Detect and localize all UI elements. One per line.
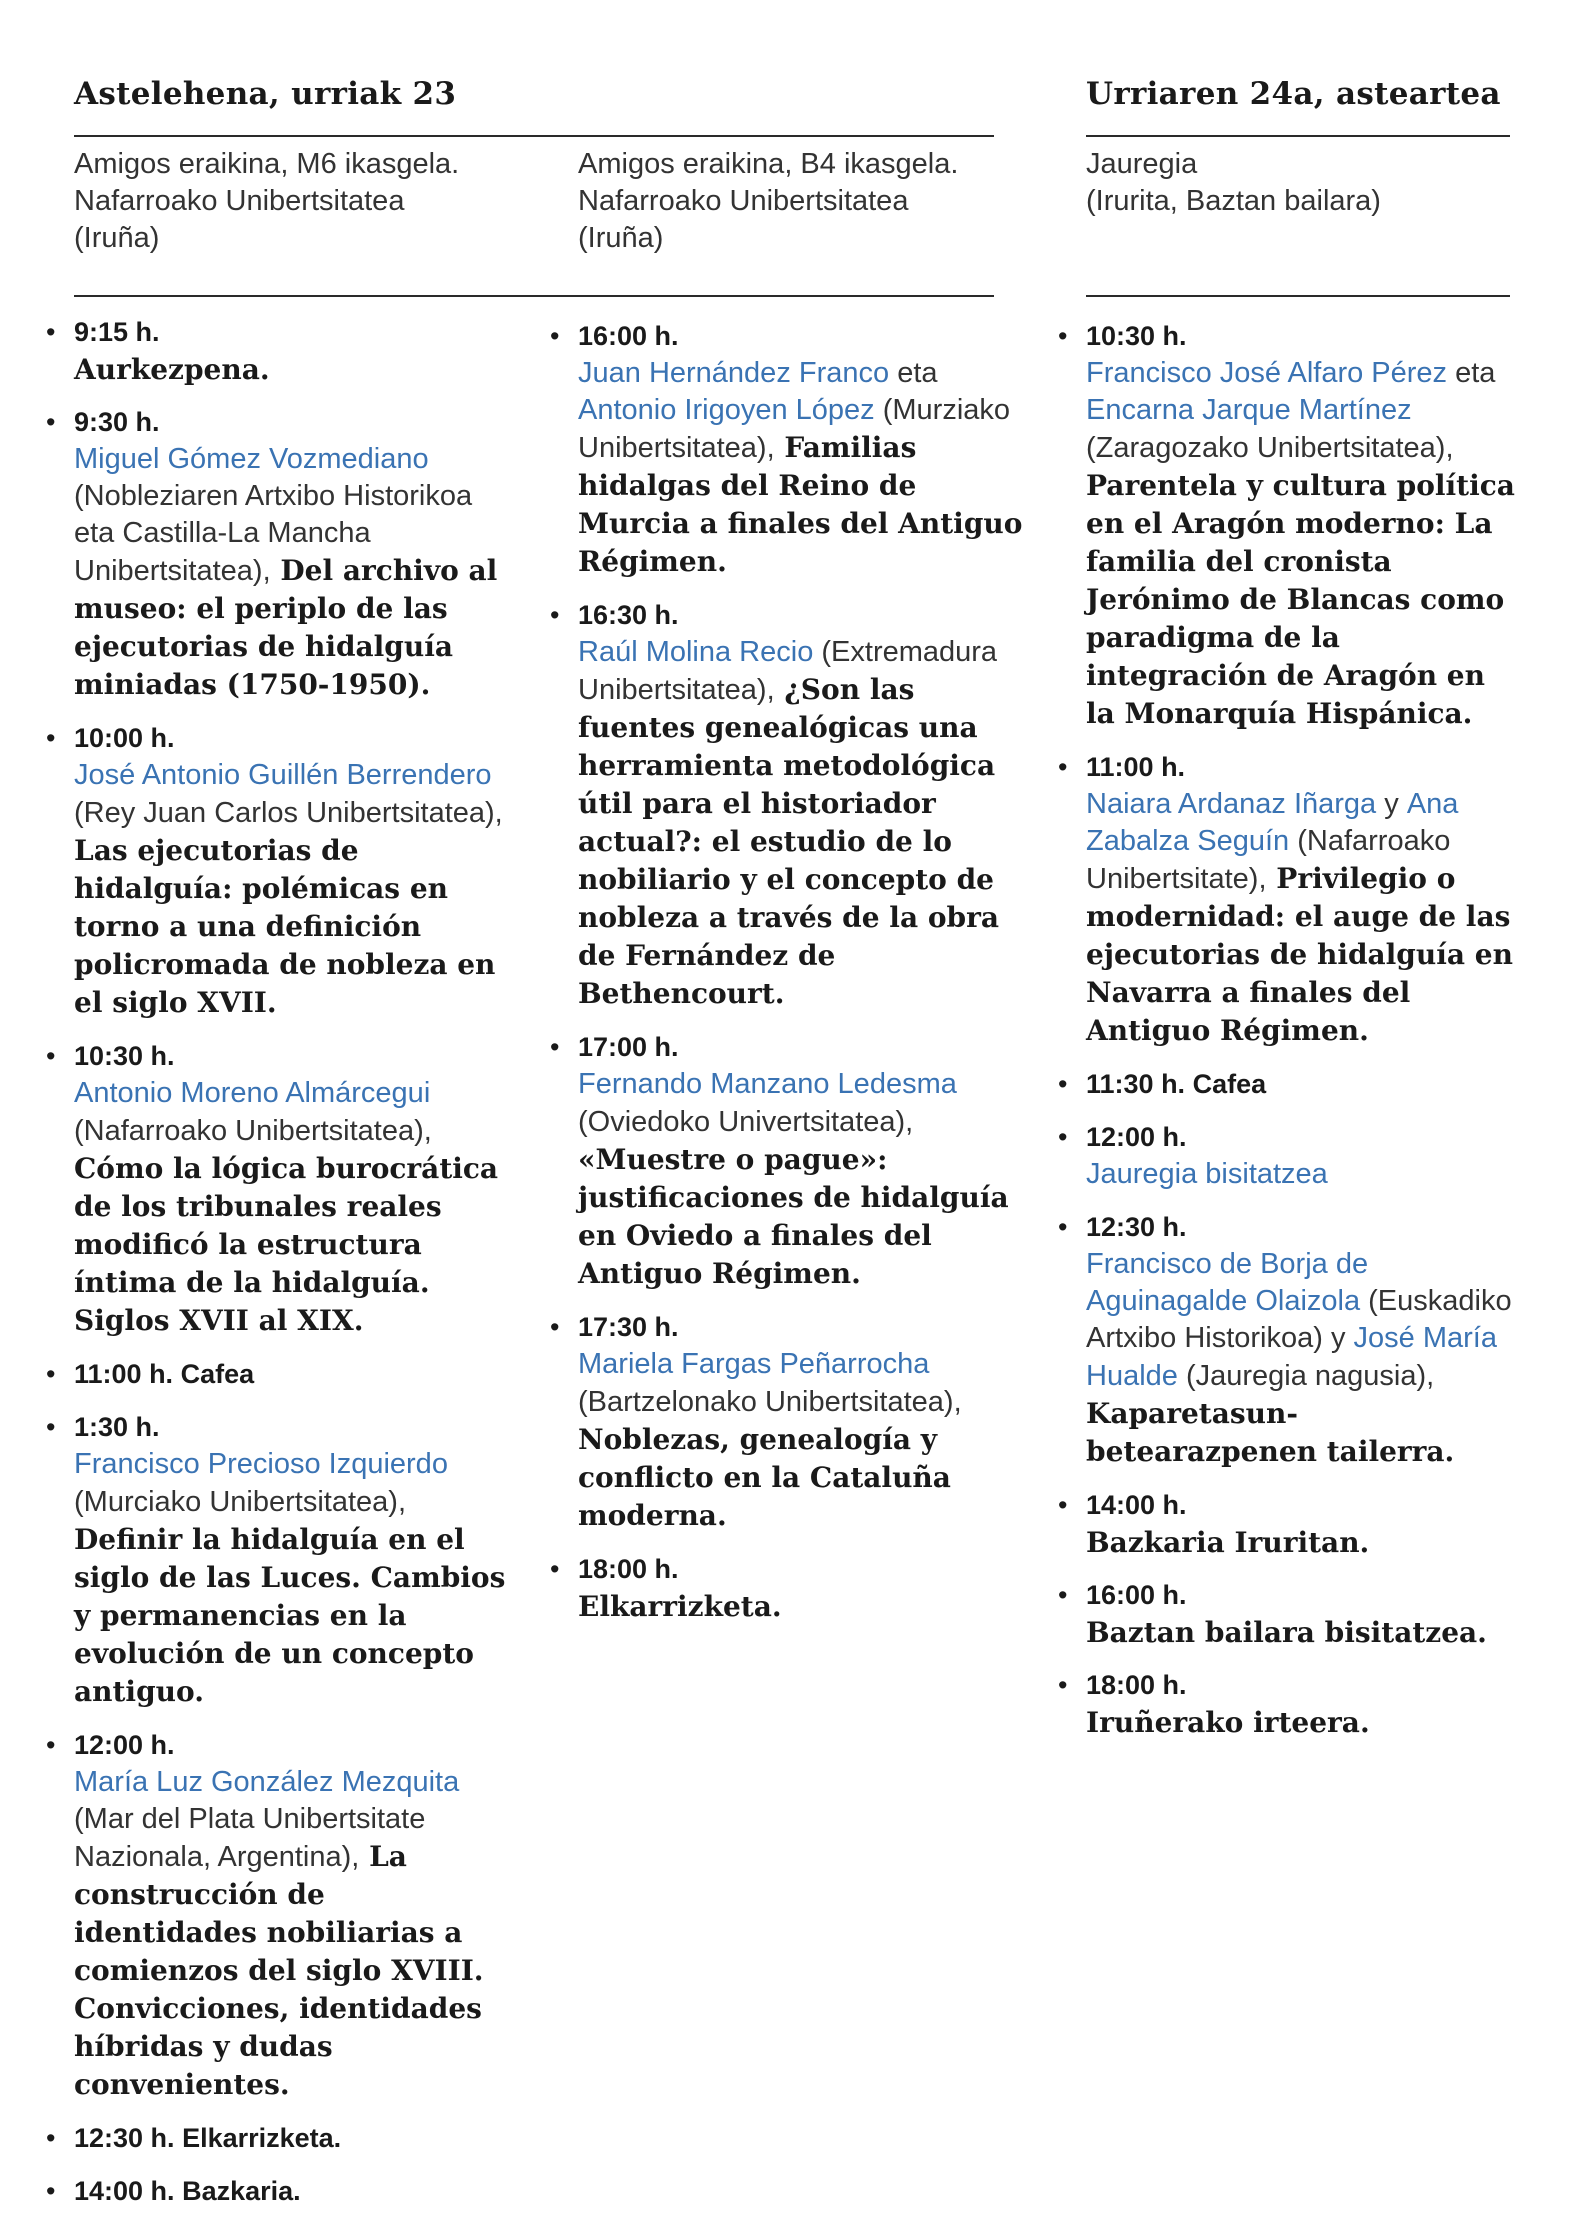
session-label: Baztan bailara bisitatzea. xyxy=(1086,1616,1487,1649)
venue-divider xyxy=(74,295,994,297)
speaker-name: Ana Zabalza Seguín xyxy=(1086,788,1459,857)
session-time: • 11:00 h. xyxy=(1086,752,1186,782)
talk-title: Kaparetasun-betearazpenen tailerra. xyxy=(1086,1397,1455,1468)
speaker-name: Antonio Irigoyen López xyxy=(578,394,875,426)
speaker-connector: eta xyxy=(889,357,938,389)
speaker-name: Naiara Ardanaz Iñarga xyxy=(1086,788,1377,820)
session-label: Bazkaria. xyxy=(174,2176,301,2206)
session-label: Elkarrizketa. xyxy=(174,2123,342,2153)
speaker-affiliation: (Rey Juan Carlos Unibertsitatea), xyxy=(74,797,503,829)
speaker-name: Jauregia bisitatzea xyxy=(1086,1158,1328,1190)
schedule-item xyxy=(74,404,514,704)
session-time: • 12:00 h. xyxy=(74,1730,175,1760)
schedule-item xyxy=(1086,1667,1518,1741)
schedule-item xyxy=(74,1727,514,2104)
session-time: 11:00 h. xyxy=(74,1359,174,1389)
speaker-name: Francisco Precioso Izquierdo xyxy=(74,1448,448,1480)
session-time: • 9:30 h. xyxy=(74,407,160,437)
session-time: • 1:30 h. xyxy=(74,1412,160,1442)
session-time: • 10:30 h. xyxy=(74,1041,175,1071)
talk-title: Familias hidalgas del Reino de Murcia a finales del Antiguo Régimen. xyxy=(578,431,1023,578)
session-time: 12:30 h. xyxy=(74,2123,175,2153)
day1-divider xyxy=(74,135,994,137)
schedule-item xyxy=(74,1409,514,1711)
session-label: Bazkaria Iruritan. xyxy=(1086,1526,1370,1559)
session-list xyxy=(74,314,514,2210)
schedule-item xyxy=(74,720,514,1022)
session-time: 14:00 h. xyxy=(74,2176,175,2206)
schedule-col1 xyxy=(74,314,514,2226)
session-list xyxy=(578,318,1026,1625)
session-time: 11:30 h. xyxy=(1086,1069,1186,1099)
session-description xyxy=(74,1764,514,2104)
schedule-col3 xyxy=(1086,318,1518,1757)
talk-title: La construcción de identidades nobiliarias a comienzos del siglo XVIII. Convicciones, identidades híbridas y dudas convenientes. xyxy=(74,1840,484,2101)
speaker-name: Francisco de Borja de Aguinagalde Olaizola xyxy=(1086,1248,1369,1317)
venue-line: (Irurita, Baztan bailara) xyxy=(1086,185,1381,217)
day2-divider xyxy=(1086,135,1510,137)
speaker-affiliation: (Nafarroako Unibertsitate), xyxy=(1086,825,1451,895)
speaker-connector: eta xyxy=(1447,357,1496,389)
schedule-item xyxy=(74,2120,514,2157)
session-description xyxy=(1086,1156,1518,1193)
session-time: • 18:00 h. xyxy=(1086,1670,1187,1700)
session-label: Aurkezpena. xyxy=(74,353,270,386)
session-time: • 12:30 h. xyxy=(1086,1212,1187,1242)
speaker-name: José Antonio Guillén Berrendero xyxy=(74,759,492,791)
session-description xyxy=(578,634,1026,1013)
speaker-affiliation: (Nafarroako Unibertsitatea), xyxy=(74,1115,432,1147)
schedule-item xyxy=(578,1309,1026,1535)
schedule-item xyxy=(578,597,1026,1013)
session-description xyxy=(1086,1246,1518,1471)
speaker-name: María Luz González Mezquita xyxy=(74,1766,460,1798)
speaker-affiliation: (Nobleziaren Artxibo Historikoa eta Castilla-La Mancha Unibertsitatea), xyxy=(74,480,473,587)
session-label: Cafea xyxy=(173,1359,255,1389)
speaker-name: Francisco José Alfaro Pérez xyxy=(1086,357,1448,389)
schedule-item xyxy=(74,1038,514,1340)
session-description xyxy=(74,441,514,704)
speaker-affiliation: (Oviedoko Univertsitatea), xyxy=(578,1106,914,1138)
schedule-item xyxy=(1086,318,1518,733)
speaker-name: Juan Hernández Franco xyxy=(578,357,890,389)
session-time: • 17:30 h. xyxy=(578,1312,679,1342)
session-label: Elkarrizketa. xyxy=(578,1590,782,1623)
schedule-item xyxy=(578,1029,1026,1293)
session-label: Cafea xyxy=(1185,1069,1267,1099)
session-time: • 18:00 h. xyxy=(578,1554,679,1584)
session-description xyxy=(74,1075,514,1340)
talk-title: Noblezas, genealogía y conflicto en la Cataluña moderna. xyxy=(578,1423,951,1532)
talk-title: «Muestre o pague»: justificaciones de hidalguía en Oviedo a finales del Antiguo Régimen. xyxy=(578,1143,1009,1290)
venue-line: Nafarroako Unibertsitatea xyxy=(74,185,405,217)
speaker-name: Encarna Jarque Martínez xyxy=(1086,394,1412,426)
venue-line: Amigos eraikina, B4 ikasgela. xyxy=(578,148,959,180)
session-time: • 10:00 h. xyxy=(74,723,175,753)
schedule-line xyxy=(74,2173,514,2210)
session-description xyxy=(578,1346,1026,1535)
session-time: • 17:00 h. xyxy=(578,1032,679,1062)
talk-title: ¿Son las fuentes genealógicas una herramienta metodológica útil para el historiador actual?: el estudio de lo nobiliario y el concepto de nobleza a través de la obra de Fernández de Bethencourt. xyxy=(578,673,999,1010)
venue-col1 xyxy=(74,146,459,257)
session-description xyxy=(74,757,514,1022)
schedule-item xyxy=(1086,1209,1518,1471)
schedule-line xyxy=(74,2120,514,2157)
speaker-affiliation: (Murziako Unibertsitatea), xyxy=(578,394,1011,464)
venue-line: (Iruña) xyxy=(74,222,160,254)
speaker-name: Mariela Fargas Peñarrocha xyxy=(578,1348,930,1380)
schedule-line xyxy=(1086,1066,1518,1103)
speaker-name: Antonio Moreno Almárcegui xyxy=(74,1077,431,1109)
speaker-affiliation: (Zaragozako Unibertsitatea), xyxy=(1086,432,1454,464)
schedule-item xyxy=(74,1356,514,1393)
session-description xyxy=(578,1066,1026,1293)
session-time: • 10:30 h. xyxy=(1086,321,1187,351)
venue-line: Nafarroako Unibertsitatea xyxy=(578,185,909,217)
schedule-item xyxy=(74,314,514,388)
venue-col2 xyxy=(578,146,958,257)
speaker-affiliation: (Extremadura Unibertsitatea), xyxy=(578,636,998,706)
schedule-line xyxy=(74,1356,514,1393)
session-description xyxy=(578,355,1026,581)
venue-line: Jauregia xyxy=(1086,148,1198,180)
venue-line: Amigos eraikina, M6 ikasgela. xyxy=(74,148,460,180)
talk-title: Del archivo al museo: el periplo de las ejecutorias de hidalguía miniadas (1750-1950). xyxy=(74,554,498,701)
speaker-connector: y xyxy=(1376,788,1407,820)
schedule-item xyxy=(1086,1487,1518,1561)
speaker-name: José María Hualde xyxy=(1086,1322,1497,1392)
speaker-affiliation: (Jauregia nagusia), xyxy=(1177,1360,1435,1392)
talk-title: Privilegio o modernidad: el auge de las ejecutorias de hidalguía en Navarra a finales del Antiguo Régimen. xyxy=(1086,862,1513,1047)
speaker-affiliation: (Mar del Plata Unibertsitate Nazionala, Argentina), xyxy=(74,1803,426,1873)
talk-title: Parentela y cultura política en el Aragón moderno: La familia del cronista Jerónimo de Blancas como paradigma de la integración de Aragón en la Monarquía Hispánica. xyxy=(1086,469,1515,730)
schedule-item xyxy=(1086,1119,1518,1193)
schedule-item xyxy=(578,1551,1026,1625)
session-time: • 16:30 h. xyxy=(578,600,679,630)
schedule-item xyxy=(74,2173,514,2210)
speaker-affiliation: (Murciako Unibertsitatea), xyxy=(74,1486,406,1518)
session-time: • 9:15 h. xyxy=(74,317,160,347)
schedule-item xyxy=(1086,749,1518,1050)
day1-title: Astelehena, urriak 23 xyxy=(74,76,457,112)
speaker-affiliation: (Euskadiko Artxibo Historikoa) y xyxy=(1086,1285,1512,1354)
session-label: Iruñerako irteera. xyxy=(1086,1706,1370,1739)
venue-col3 xyxy=(1086,146,1381,220)
venue-divider xyxy=(1086,295,1510,297)
schedule-col2 xyxy=(578,318,1026,1641)
session-time: • 14:00 h. xyxy=(1086,1490,1187,1520)
talk-title: Definir la hidalguía en el siglo de las Luces. Cambios y permanencias en la evolución de un concepto antiguo. xyxy=(74,1523,506,1708)
speaker-name: Raúl Molina Recio xyxy=(578,636,814,668)
speaker-name: Fernando Manzano Ledesma xyxy=(578,1068,957,1100)
session-list xyxy=(1086,318,1518,1741)
session-time: • 16:00 h. xyxy=(1086,1580,1187,1610)
day2-title: Urriaren 24a, asteartea xyxy=(1086,76,1501,112)
venue-line: (Iruña) xyxy=(578,222,664,254)
session-description xyxy=(1086,786,1518,1050)
talk-title: Cómo la lógica burocrática de los tribunales reales modificó la estructura íntima de la hidalguía. Siglos XVII al XIX. xyxy=(74,1152,499,1337)
session-description xyxy=(74,1446,514,1711)
schedule-item xyxy=(1086,1577,1518,1651)
schedule-item xyxy=(578,318,1026,581)
speaker-affiliation: (Bartzelonako Unibertsitatea), xyxy=(578,1386,962,1418)
talk-title: Las ejecutorias de hidalguía: polémicas en torno a una definición policromada de nobleza en el siglo XVII. xyxy=(74,834,496,1019)
session-description xyxy=(1086,355,1518,733)
session-time: • 12:00 h. xyxy=(1086,1122,1187,1152)
session-time: • 16:00 h. xyxy=(578,321,679,351)
speaker-name: Miguel Gómez Vozmediano xyxy=(74,443,429,475)
schedule-item xyxy=(1086,1066,1518,1103)
